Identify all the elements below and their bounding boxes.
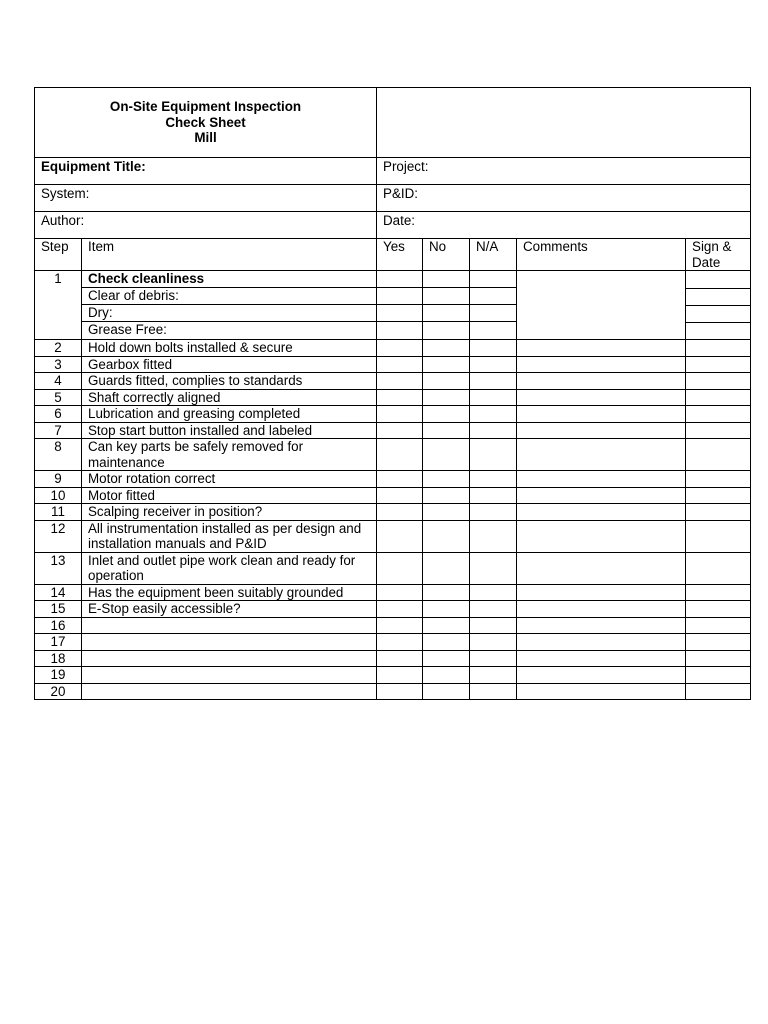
na-checkbox[interactable] <box>470 487 517 504</box>
no-checkbox[interactable] <box>423 667 470 684</box>
col-header-yes: Yes <box>377 239 423 271</box>
yes-checkbox[interactable] <box>377 288 423 305</box>
table-row <box>35 340 751 357</box>
sign-date-cell[interactable] <box>686 683 751 700</box>
step-item: All instrumentation installed as per design and installation manuals and P&ID <box>82 520 377 552</box>
na-checkbox[interactable] <box>470 504 517 521</box>
na-checkbox[interactable] <box>470 305 517 322</box>
step-number: 8 <box>35 439 82 471</box>
sign-date-subcell[interactable] <box>686 306 750 323</box>
step-item: Has the equipment been suitably grounded <box>82 584 377 601</box>
step-number: 4 <box>35 373 82 390</box>
no-checkbox[interactable] <box>423 422 470 439</box>
yes-checkbox[interactable] <box>377 389 423 406</box>
system-field[interactable]: System: <box>35 185 377 212</box>
no-checkbox[interactable] <box>423 683 470 700</box>
step1-subitem: Clear of debris: <box>82 288 377 305</box>
sign-date-cell[interactable] <box>686 373 751 390</box>
table-row <box>35 422 751 439</box>
comments-cell[interactable] <box>517 601 686 618</box>
no-checkbox[interactable] <box>423 634 470 651</box>
step-number: 6 <box>35 406 82 423</box>
step-number: 13 <box>35 552 82 584</box>
sign-date-subgrid <box>686 271 750 339</box>
sign-date-cell[interactable] <box>686 634 751 651</box>
yes-checkbox[interactable] <box>377 487 423 504</box>
column-header-row <box>35 239 751 271</box>
no-checkbox[interactable] <box>423 487 470 504</box>
comments-cell[interactable] <box>517 617 686 634</box>
comments-cell[interactable] <box>517 683 686 700</box>
step-number: 17 <box>35 634 82 651</box>
sign-date-cell[interactable] <box>686 356 751 373</box>
step-number: 19 <box>35 667 82 684</box>
no-checkbox[interactable] <box>423 601 470 618</box>
step-item <box>82 617 377 634</box>
step-number: 2 <box>35 340 82 357</box>
yes-checkbox[interactable] <box>377 271 423 288</box>
comments-cell[interactable] <box>517 439 686 471</box>
no-checkbox[interactable] <box>423 650 470 667</box>
na-checkbox[interactable] <box>470 439 517 471</box>
no-checkbox[interactable] <box>423 439 470 471</box>
step-number: 16 <box>35 617 82 634</box>
yes-checkbox[interactable] <box>377 650 423 667</box>
yes-checkbox[interactable] <box>377 406 423 423</box>
col-header-step: Step <box>35 239 82 271</box>
sign-date-cell[interactable] <box>686 389 751 406</box>
yes-checkbox[interactable] <box>377 601 423 618</box>
comments-cell[interactable] <box>517 389 686 406</box>
meta-row-author <box>35 212 751 239</box>
meta-row-equipment <box>35 158 751 185</box>
sheet-table <box>34 87 751 700</box>
comments-cell[interactable] <box>517 650 686 667</box>
table-row <box>35 389 751 406</box>
comments-cell[interactable] <box>517 373 686 390</box>
step-item: Scalping receiver in position? <box>82 504 377 521</box>
sign-date-cell[interactable] <box>686 439 751 471</box>
yes-checkbox[interactable] <box>377 667 423 684</box>
step-number: 1 <box>35 271 82 340</box>
na-checkbox[interactable] <box>470 356 517 373</box>
step-item <box>82 667 377 684</box>
step-number: 20 <box>35 683 82 700</box>
sign-date-cell[interactable] <box>686 650 751 667</box>
project-field[interactable]: Project: <box>377 158 751 185</box>
comments-cell[interactable] <box>517 340 686 357</box>
col-header-sign-date: Sign & Date <box>686 239 751 271</box>
sign-date-cell[interactable] <box>686 406 751 423</box>
step-item: Lubrication and greasing completed <box>82 406 377 423</box>
step-item: Stop start button installed and labeled <box>82 422 377 439</box>
table-row <box>35 373 751 390</box>
sign-date-cell[interactable] <box>686 340 751 357</box>
step1-subitem: Grease Free: <box>82 322 377 340</box>
table-row <box>35 406 751 423</box>
col-header-item: Item <box>82 239 377 271</box>
step-item <box>82 650 377 667</box>
na-checkbox[interactable] <box>470 389 517 406</box>
col-header-na: N/A <box>470 239 517 271</box>
pid-field[interactable]: P&ID: <box>377 185 751 212</box>
step-item <box>82 634 377 651</box>
step1-heading: Check cleanliness <box>82 271 377 288</box>
na-checkbox[interactable] <box>470 650 517 667</box>
yes-checkbox[interactable] <box>377 373 423 390</box>
yes-checkbox[interactable] <box>377 471 423 488</box>
table-row <box>35 471 751 488</box>
comments-cell[interactable] <box>517 356 686 373</box>
meta-row-system <box>35 185 751 212</box>
step-number: 7 <box>35 422 82 439</box>
step-number: 9 <box>35 471 82 488</box>
no-checkbox[interactable] <box>423 373 470 390</box>
na-checkbox[interactable] <box>470 667 517 684</box>
na-checkbox[interactable] <box>470 406 517 423</box>
na-checkbox[interactable] <box>470 683 517 700</box>
table-row <box>35 634 751 651</box>
table-row <box>35 617 751 634</box>
comments-cell[interactable] <box>517 667 686 684</box>
step-item: Hold down bolts installed & secure <box>82 340 377 357</box>
comments-cell[interactable] <box>517 634 686 651</box>
no-checkbox[interactable] <box>423 322 470 340</box>
yes-checkbox[interactable] <box>377 617 423 634</box>
yes-checkbox[interactable] <box>377 422 423 439</box>
step-number: 3 <box>35 356 82 373</box>
no-checkbox[interactable] <box>423 617 470 634</box>
step-item: Guards fitted, complies to standards <box>82 373 377 390</box>
na-checkbox[interactable] <box>470 520 517 552</box>
na-checkbox[interactable] <box>470 601 517 618</box>
table-row <box>35 552 751 584</box>
step-item: Shaft correctly aligned <box>82 389 377 406</box>
title-blank-cell <box>377 88 751 158</box>
no-checkbox[interactable] <box>423 471 470 488</box>
table-row <box>35 683 751 700</box>
title-line-2: Check Sheet <box>165 114 246 130</box>
no-checkbox[interactable] <box>423 305 470 322</box>
no-checkbox[interactable] <box>423 389 470 406</box>
sign-date-cell[interactable] <box>686 520 751 552</box>
date-field[interactable]: Date: <box>377 212 751 239</box>
table-row <box>35 487 751 504</box>
table-row <box>35 504 751 521</box>
na-checkbox[interactable] <box>470 552 517 584</box>
no-checkbox[interactable] <box>423 340 470 357</box>
sign-date-cell[interactable] <box>686 504 751 521</box>
na-checkbox[interactable] <box>470 584 517 601</box>
step-item: Motor fitted <box>82 487 377 504</box>
step-item <box>82 683 377 700</box>
na-checkbox[interactable] <box>470 288 517 305</box>
step-number: 18 <box>35 650 82 667</box>
no-checkbox[interactable] <box>423 406 470 423</box>
table-row <box>35 601 751 618</box>
sign-date-subcell[interactable] <box>686 323 750 340</box>
na-checkbox[interactable] <box>470 617 517 634</box>
comments-cell[interactable] <box>517 271 686 340</box>
comments-cell[interactable] <box>517 422 686 439</box>
na-checkbox[interactable] <box>470 322 517 340</box>
table-row <box>35 584 751 601</box>
table-row <box>35 520 751 552</box>
step-number: 10 <box>35 487 82 504</box>
no-checkbox[interactable] <box>423 288 470 305</box>
step-item: Can key parts be safely removed for maintenance <box>82 439 377 471</box>
step-item: Gearbox fitted <box>82 356 377 373</box>
step-number: 11 <box>35 504 82 521</box>
step-number: 5 <box>35 389 82 406</box>
yes-checkbox[interactable] <box>377 439 423 471</box>
yes-checkbox[interactable] <box>377 322 423 340</box>
sign-date-subcell[interactable] <box>686 289 750 306</box>
comments-cell[interactable] <box>517 504 686 521</box>
author-field[interactable]: Author: <box>35 212 377 239</box>
col-header-no: No <box>423 239 470 271</box>
sheet-title <box>35 88 377 158</box>
na-checkbox[interactable] <box>470 271 517 288</box>
yes-checkbox[interactable] <box>377 634 423 651</box>
table-row <box>35 439 751 471</box>
table-row <box>35 667 751 684</box>
table-row <box>35 356 751 373</box>
yes-checkbox[interactable] <box>377 552 423 584</box>
comments-cell[interactable] <box>517 471 686 488</box>
sign-date-subcell[interactable] <box>686 271 750 289</box>
comments-cell[interactable] <box>517 487 686 504</box>
no-checkbox[interactable] <box>423 356 470 373</box>
step-number: 15 <box>35 601 82 618</box>
sign-date-cell[interactable] <box>686 487 751 504</box>
col-header-comments: Comments <box>517 239 686 271</box>
step-item: Inlet and outlet pipe work clean and ready for operation <box>82 552 377 584</box>
no-checkbox[interactable] <box>423 520 470 552</box>
no-checkbox[interactable] <box>423 504 470 521</box>
comments-cell[interactable] <box>517 552 686 584</box>
yes-checkbox[interactable] <box>377 504 423 521</box>
yes-checkbox[interactable] <box>377 520 423 552</box>
sign-date-cell[interactable] <box>686 471 751 488</box>
yes-checkbox[interactable] <box>377 683 423 700</box>
step-number: 12 <box>35 520 82 552</box>
table-row <box>35 650 751 667</box>
equipment-title-field[interactable]: Equipment Title: <box>35 158 377 185</box>
title-line-3: Mill <box>194 130 217 146</box>
sign-date-cell[interactable] <box>686 422 751 439</box>
yes-checkbox[interactable] <box>377 584 423 601</box>
no-checkbox[interactable] <box>423 552 470 584</box>
na-checkbox[interactable] <box>470 340 517 357</box>
na-checkbox[interactable] <box>470 471 517 488</box>
sign-date-cell[interactable] <box>686 667 751 684</box>
yes-checkbox[interactable] <box>377 340 423 357</box>
na-checkbox[interactable] <box>470 373 517 390</box>
title-line-1: On-Site Equipment Inspection <box>109 99 302 115</box>
sign-date-cell[interactable] <box>686 271 751 340</box>
inspection-check-sheet <box>34 87 750 700</box>
comments-cell[interactable] <box>517 584 686 601</box>
step-item: Motor rotation correct <box>82 471 377 488</box>
step-item: E-Stop easily accessible? <box>82 601 377 618</box>
step-number: 14 <box>35 584 82 601</box>
comments-cell[interactable] <box>517 520 686 552</box>
no-checkbox[interactable] <box>423 271 470 288</box>
sign-date-cell[interactable] <box>686 552 751 584</box>
step1-heading-row <box>35 271 751 288</box>
yes-checkbox[interactable] <box>377 305 423 322</box>
sign-date-cell[interactable] <box>686 601 751 618</box>
step1-subitem: Dry: <box>82 305 377 322</box>
na-checkbox[interactable] <box>470 634 517 651</box>
no-checkbox[interactable] <box>423 584 470 601</box>
na-checkbox[interactable] <box>470 422 517 439</box>
sign-date-cell[interactable] <box>686 584 751 601</box>
yes-checkbox[interactable] <box>377 356 423 373</box>
sign-date-cell[interactable] <box>686 617 751 634</box>
title-row <box>35 88 751 158</box>
comments-cell[interactable] <box>517 406 686 423</box>
